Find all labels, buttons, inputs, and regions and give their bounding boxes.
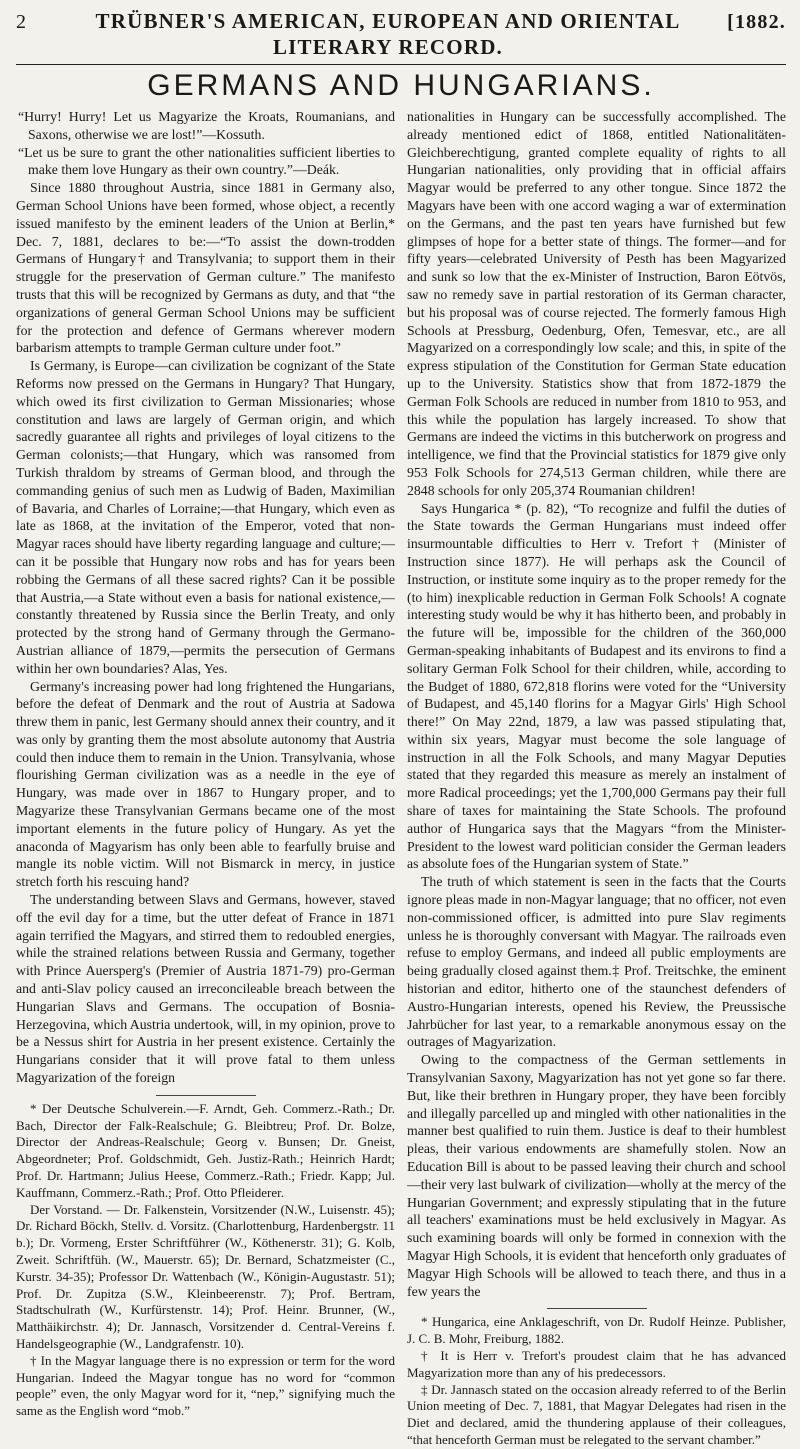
paragraph: Says Hungarica * (p. 82), “To recognize and fulfil the duties of the State towards the German Hungarians must indeed offer insurmountable difficulties to Herr v. Trefort † (Minister of Instruction since 1877). He will perhaps ask the Council of Instruction, or institute some inquiry as to the proper remedy for the (to him) inexplicable reduction in German Folk Schools! A cognate interesting study would be why it has hitherto been, and probably in the future will be, impossible for the children of the 360,000 German-speaking inhabitants of Budapest and its environs to find a solitary German Folk School for their children, while, according to the Budget of 1880, 672,818 florins were voted for the “University of Budapest, and 45,140 florins for a Magyar Girls' High School there!” On May 22nd, 1879, a law was passed stipulating that, within six years, Magyar must become the sole language of instruction in all the Folk Schools, and many Magyar Deputies stated that they regarded this measure as merely an instalment of more Radical proceedings; yet the 1,700,000 Germans pay their full share of taxes for maintaining the State Schools. The profound author of Hungarica says that the Magyars “from the Minister-President to the lowest ward politician consider the German leaders as absolute foes of the Hungarian system of State.”	[407, 500, 786, 872]
paragraph: Is Germany, is Europe—can civilization be cognizant of the State Reforms now pressed on the Germans in Hungary? That Hungary, which owed its first civilization to German Missionaries; whose constitution and laws are largely of German origin, and which sacredly guarantee all rights and privileges of loyal citizens to the German colonists;—that Hungary, which was ransomed from Turkish thraldom by streams of German blood, and through the commanding genius of such men as Ludwig of Baden, Maximilian of Bavaria, and Charles of Lorraine;—that Hungary, which even as late as 1868, at the invitation of the Emperor, voted that non-Magyar races should have liberty regarding language and culture;—can it be possible that Hungary now robs and has for years been robbing the Germans of all these sacred rights? Can it be possible that Austria,—a State without even a basis for national existence,—constantly threatened by Russia since the Berlin Treaty, and only protected by the strong hand of Germany through the Germano-Austrian alliance of 1879,—permits the persecution of Germans within her own boundaries? Alas, Yes.	[16, 358, 395, 676]
footnote: ‡ Dr. Jannasch stated on the occasion already referred to of the Berlin Union meeting of Dec. 7, 1881, that Magyar Delegates had risen in the Diet and declared, amid the thundering applause of their colleagues, “that henceforth German must be relegated to the servant chamber.”	[407, 1381, 786, 1447]
page-number: 2	[16, 11, 28, 33]
footnote: Der Vorstand. — Dr. Falkenstein, Vorsitzender (N.W., Luisenstr. 45); Dr. Richard Böckh, Stellv. d. Vorsitz. (Charlottenburg, Hardenbergstr. 11 b.); Dr. Vormeng, Erster Schriftführer (W., Köthenerstr. 31); G. Kolb, Zweit. Schriftfüh. (W., Mauerstr. 65); Dr. Bernard, Schatzmeister (C., Kurstr. 34-35); Professor Dr. Wattenbach (W., Königin-Augustastr. 51); Prof. Dr. Zupitza (S.W., Kleinbeerenstr. 7); Prof. Bertram, Stadtschulrath (W., Kurfürstenstr. 14); Prof. Heinr. Brunner, (W., Matthäikirchstr. 4); Dr. Jannasch, Vorsitzender d. Central-Vereins f. Handelsgeographie (W., Landgrafenstr. 10).	[16, 1201, 395, 1351]
paragraph: Owing to the compactness of the German settlements in Transylvanian Saxony, Magyarization has not yet gone so far there. But, like their brethren in Hungary proper, they have been forcibly and illegally parcelled up and mingled with other nationalities in the manner best qualified to ruin them. Justice is deaf to their humblest pleas, their various endowments are shamefully stolen. Now an Education Bill is about to be passed leaving their church and school—their very last bulwark of civilization—wholly at the mercy of the Hungarian Government; and expressly stipulating that in the future all teachers' examinations must be held exclusively in Magyar. As such examining boards will only be formed in connexion with the Magyar High Schools, it is evident that henceforth only graduates of Magyar High Schools will be allowed to teach there, and thus in a few years the	[407, 1052, 786, 1299]
left-column	[16, 108, 395, 1449]
footnote: † In the Magyar language there is no expression or term for the word Hungarian. Indeed the Magyar tongue has no word for “common people” even, the only Magyar word for it, “nep,” signifying much the same as the English word “mob.”	[16, 1352, 395, 1419]
footnote: * Der Deutsche Schulverein.—F. Arndt, Geh. Commerz.-Rath.; Dr. Bach, Director der Falk-Realschule; G. Bleibtreu; Prof. Dr. Bolze, Director der Andreas-Realschule; Georg v. Bunsen; Dr. Gneist, Abgeordneter; Prof. Goldschmidt, Geh. Justiz-Rath.; Heinrich Hardt; Prof. Dr. Hartmann; Julius Heese, Commerz.-Rath.; Friedr. Kapp; Jul. Kauffmann, Commerz.-Rath.; Prof. Otto Pfleiderer.	[16, 1100, 395, 1200]
article-body	[16, 108, 786, 1449]
paragraph: Since 1880 throughout Austria, since 1881 in Germany also, German School Unions have been formed, whose object, a recently issued manifesto by the eminent leaders of the Union at Berlin,* Dec. 7, 1881, declares to be:—“To assist the down-trodden Germans of Hungary† and Transylvania; to support them in their struggle for the preservation of German culture.” The manifesto trusts that this will be recognized by Germans as duty, and that “the organizations of general German School Unions may be sufficient for the protection and defence of Germans wherever modern barbarism attempts to trample German culture under foot.”	[16, 180, 395, 356]
paragraph: nationalities in Hungary can be successfully accomplished. The already mentioned edict of 1868, entitled Nationalitäten-Gleichberechtigung, granted complete equality of rights to all Hungarian nationalities, only providing that in official affairs Magyar would be preferred to any other tongue. Since 1872 the Magyars have been with one accord waging a war of extermination on the Germans, and the past ten years have furnished but few glimpses of hope for a better state of things. The former—and for fifty years—celebrated University of Pesth has been Magyarized and sunk so low that the ex-Minister of Instruction, Baron Eötvös, saw no remedy save in partial restoration of its German character, but his proposal was of course rejected. The formerly famous High Schools at Pressburg, Oedenburg, Ofen, Temesvar, etc., are all Magyarized on a correspondingly low scale; and this, in spite of the express stipulation of the Constitution for German State education up to the University. Statistics show that from 1872-1879 the German Folk Schools are reduced in number from 1810 to 953, and this while the population has largely increased. To show that Germans are indeed the victims in this butcherwork on progress and intelligence, we find that the Provincial statistics for 1879 give only 953 Folk Schools for 274,513 German children, while there are 2848 schools for only 205,374 Roumanian children!	[407, 109, 786, 498]
journal-title: TRÜBNER'S AMERICAN, EUROPEAN AND ORIENTAL LITERARY RECORD.	[95, 9, 681, 59]
running-head	[16, 8, 786, 60]
right-column	[407, 108, 786, 1449]
footnote: † It is Herr v. Trefort's proudest claim that he has advanced Magyarization more than any of his predecessors.	[407, 1347, 786, 1380]
footnote-rule	[547, 1308, 647, 1309]
paragraph: Germany's increasing power had long frightened the Hungarians, before the defeat of Denmark and the rout of Austria at Sadowa threw them in panic, lest Germany should annex their country, and it was only by granting them the most absolute autonomy that Austria could then induce them to remain in the Union. Transylvania, whose flourishing German civilization was as a needle in the eye of Hungary, was made over in 1867 to Hungary proper, and to Magyarize these Transylvanian Germans became one of the most important elements in the future policy of Hungary. As yet the anaconda of Magyarism has only been able to fearfully bruise and mangle its noble victim. Will not Bismarck in mercy, in justice stretch forth his rescuing hand?	[16, 678, 395, 890]
paragraph: The understanding between Slavs and Germans, however, staved off the evil day for a time, but the utter defeat of France in 1871 again terrified the Magyars, and stirred them to redoubled energies, while the strained relations between Russia and Germany, together with Prince Auersperg's (Premier of Austria 1871-79) pro-German and anti-Slav policy caused an irreconcileable breach between the Hungarian Slavs and Germans. The occupation of Bosnia-Herzegovina, which Austria undertook, will, in my opinion, prove to be a Nessus shirt for Austria in her present existence. Certainly the Hungarians consider that it will prove fatal to them unless Magyarization of the foreign	[16, 892, 395, 1086]
epigraph-deak: “Let us be sure to grant the other nationalities sufficient liberties to make them love Hungary as their own country.”—Deák.	[18, 144, 395, 178]
epigraph-kossuth: “Hurry! Hurry! Let us Magyarize the Kroats, Roumanians, and Saxons, otherwise we are lost!”—Kossuth.	[18, 109, 395, 142]
article-title: GERMANS AND HUNGARIANS.	[147, 69, 655, 102]
footnote-rule	[156, 1095, 256, 1096]
header-rule	[16, 64, 786, 65]
paragraph: The truth of which statement is seen in the facts that the Courts ignore pleas made in non-Magyar language; that no officer, not even non-commissioned officer, is admitted into pure Slav regiments unless he is thoroughly conversant with Magyar. The railroads even refuse to employ Germans, and indeed all public employments are being gradually closed against them.‡ Prof. Treitschke, the eminent historian and editor, hitherto one of the staunchest defenders of Austro-Hungarian interests, opened his Review, the Preussische Jahrbücher for last year, to a remarkable anonymous essay on the outrages of Magyarization.	[407, 874, 786, 1050]
year: [1882.	[727, 11, 786, 33]
footnote: * Hungarica, eine Anklageschrift, von Dr. Rudolf Heinze. Publisher, J. C. B. Mohr, Freiburg, 1882.	[407, 1314, 786, 1347]
